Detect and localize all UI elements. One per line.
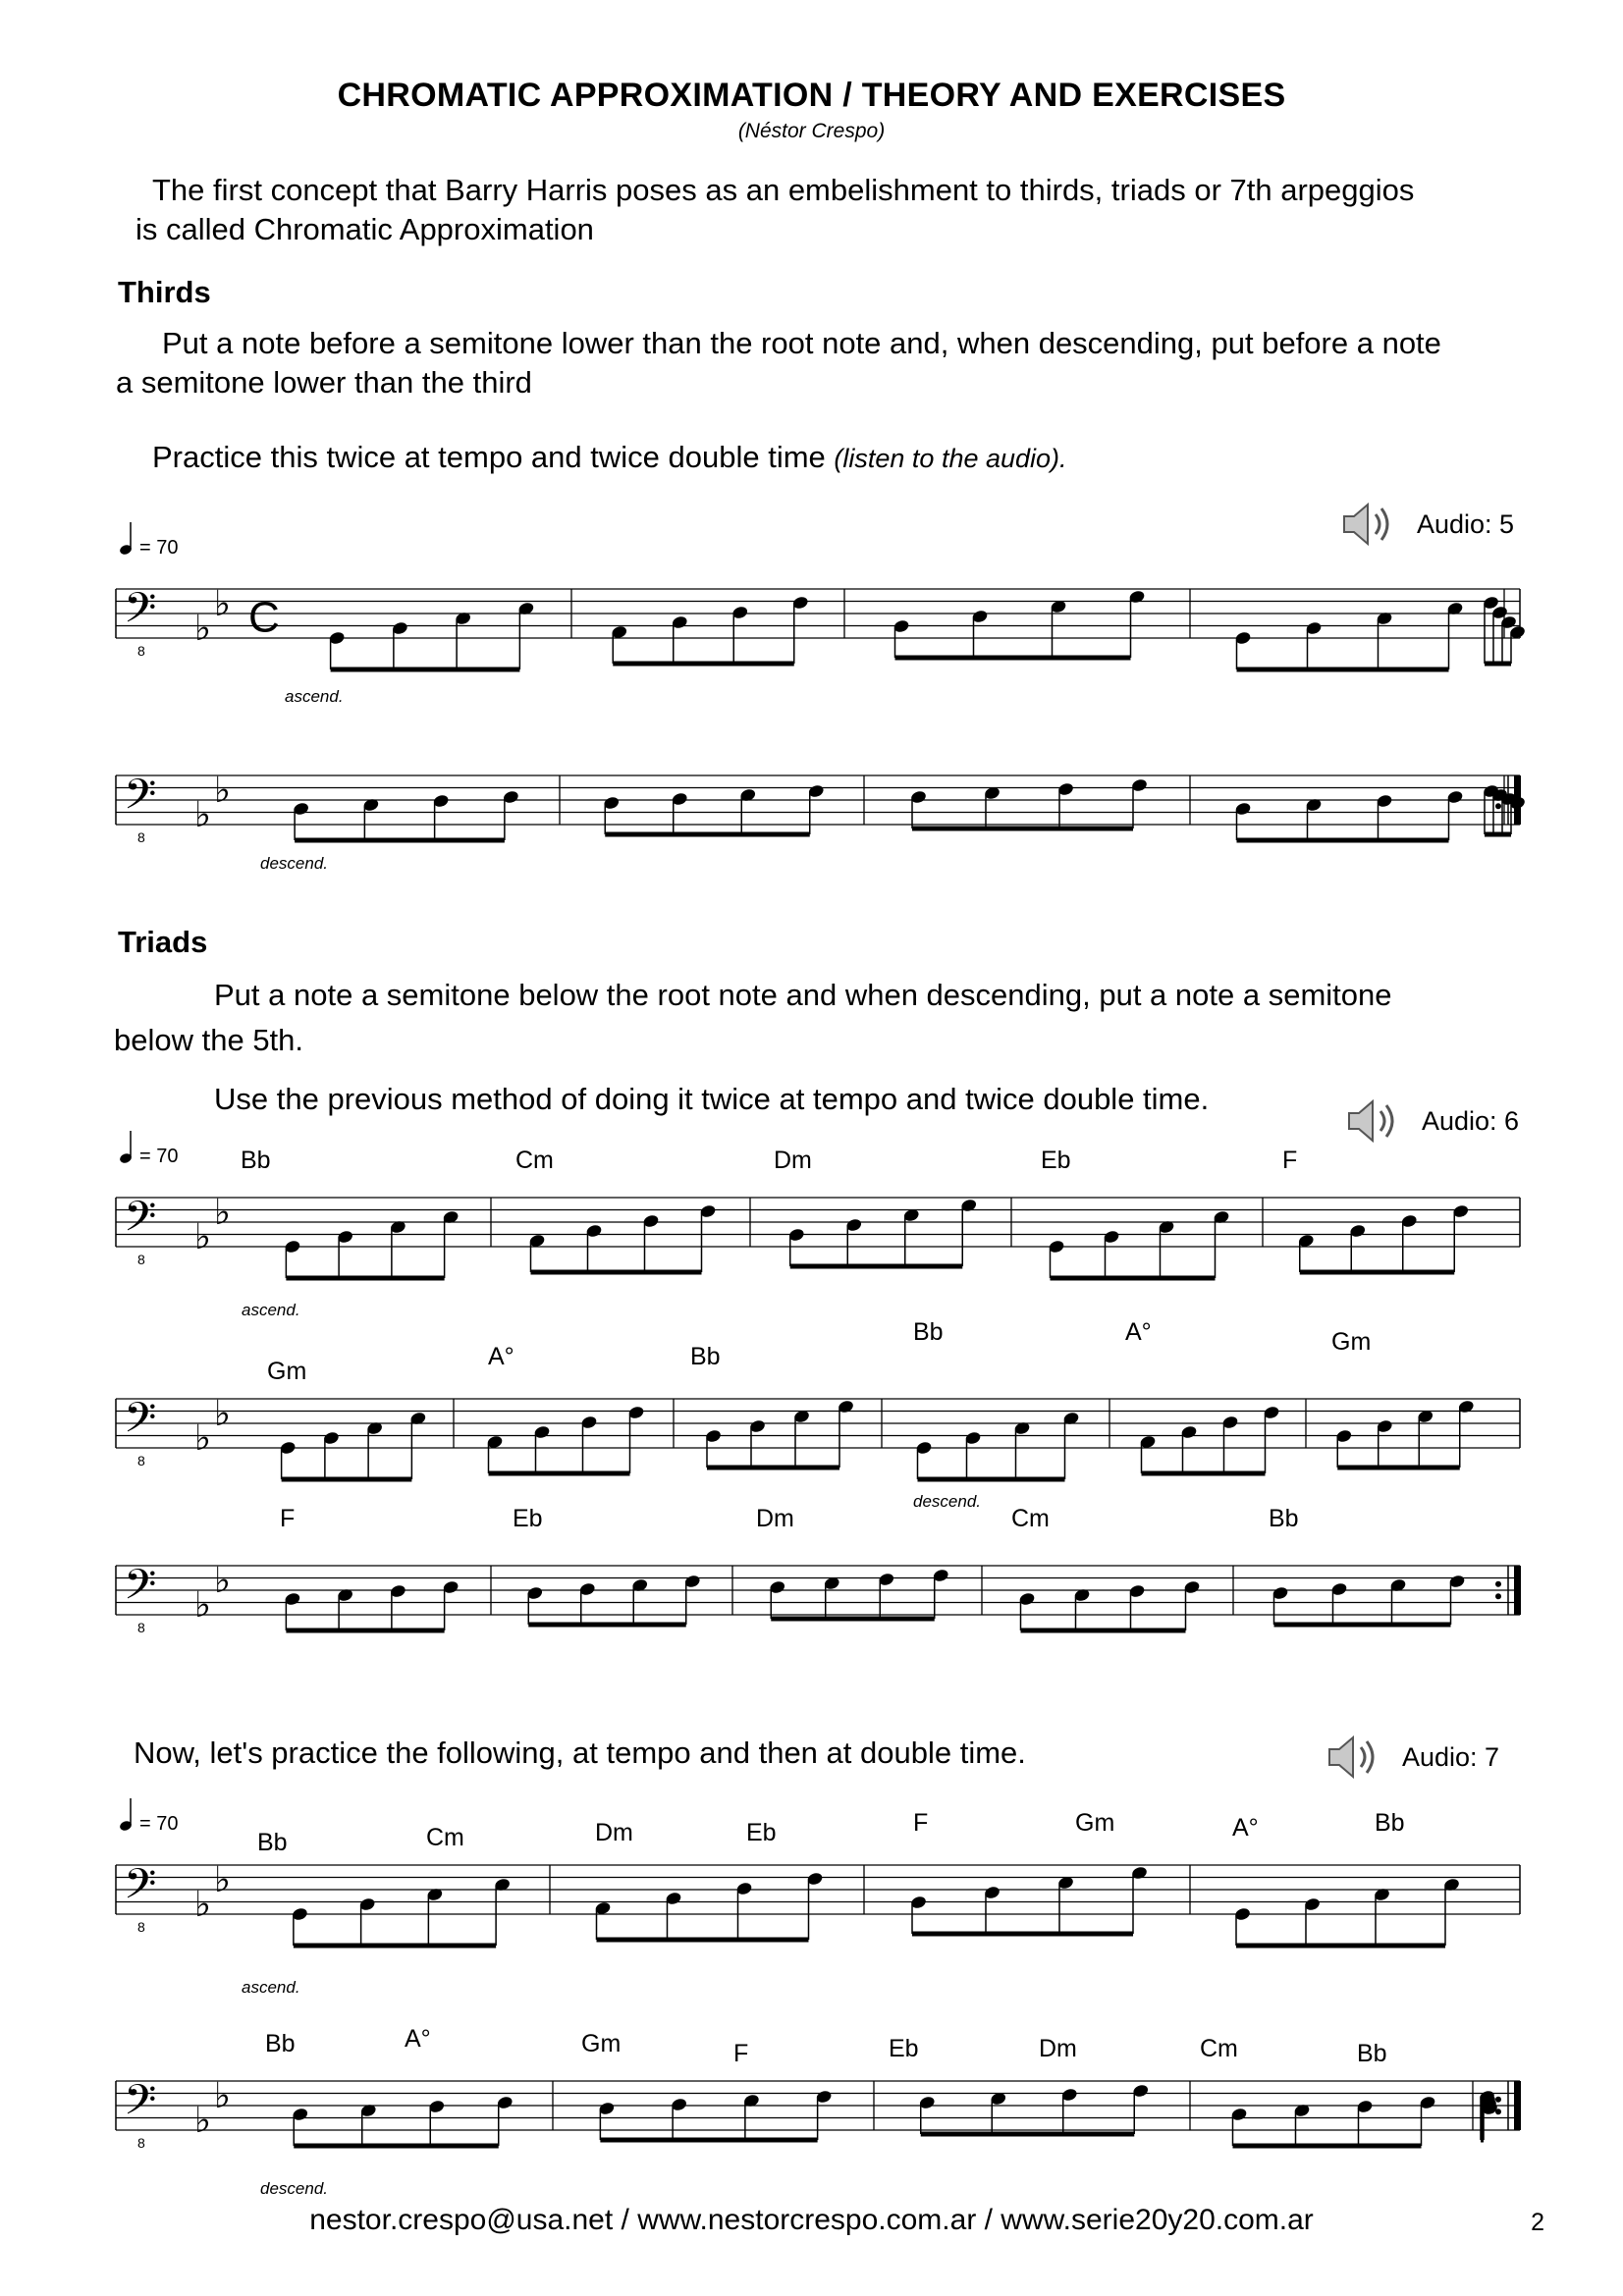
bass-clef-icon: 𝄢 — [124, 585, 157, 642]
chord-symbol: Gm — [1075, 1809, 1115, 1837]
staff-sevenths-descend — [0, 2002, 1623, 2199]
bass-clef-icon: 𝄢 — [124, 1861, 157, 1918]
chord-symbol: A° — [405, 2025, 431, 2053]
intro-line-2: is called Chromatic Approximation — [135, 212, 594, 246]
page-title: CHROMATIC APPROXIMATION / THEORY AND EXERCISES — [337, 77, 1286, 114]
octave-mark: 8 — [137, 2135, 145, 2151]
flat-sign: ♭ — [214, 1560, 231, 1600]
staff-triads-descend-1 — [0, 1320, 1623, 1517]
octave-mark: 8 — [137, 829, 145, 845]
bass-clef-icon: 𝄢 — [124, 1562, 157, 1619]
direction-marking: ascend. — [285, 687, 344, 706]
chord-symbol: Dm — [595, 1819, 633, 1846]
triads-line-2: below the 5th. — [114, 1023, 304, 1057]
speaker-icon — [1325, 1734, 1384, 1781]
flat-sign: ♭ — [194, 1216, 211, 1256]
staff-thirds-ascend — [0, 530, 1623, 726]
octave-mark: 8 — [137, 1453, 145, 1468]
bass-clef-icon: 𝄢 — [124, 772, 157, 828]
chord-symbol: A° — [1125, 1318, 1152, 1346]
direction-marking: descend. — [260, 854, 328, 873]
chord-symbol: Bb — [265, 2030, 296, 2057]
flat-sign: ♭ — [194, 1584, 211, 1625]
flat-sign: ♭ — [214, 770, 231, 810]
footer-contact: nestor.crespo@usa.net / www.nestorcrespo.com.ar / www.serie20y20.com.ar — [309, 2204, 1314, 2236]
thirds-practice-text: Practice this twice at tempo and twice double time — [152, 440, 826, 474]
chord-symbol: Dm — [1039, 2035, 1077, 2062]
thirds-line-1: Put a note before a semitone lower than the root note and, when descending, put before a note — [162, 326, 1441, 360]
flat-sign: ♭ — [214, 583, 231, 623]
chord-symbol: Cm — [515, 1147, 554, 1174]
bass-clef-icon: 𝄢 — [124, 1194, 157, 1251]
audio-7-control[interactable] — [1325, 1734, 1499, 1781]
flat-sign: ♭ — [194, 794, 211, 834]
chord-symbol: A° — [1232, 1814, 1259, 1842]
octave-mark: 8 — [137, 1252, 145, 1267]
direction-marking: ascend. — [242, 1301, 300, 1319]
chord-symbol: F — [913, 1809, 929, 1837]
page-number: 2 — [1531, 2209, 1544, 2236]
chord-symbol: A° — [488, 1343, 514, 1370]
chord-symbol: F — [280, 1505, 296, 1532]
chord-symbol: Gm — [1331, 1328, 1372, 1356]
chord-symbol: Cm — [1200, 2035, 1238, 2062]
chord-symbol: Gm — [581, 2030, 622, 2057]
chord-symbol: Bb — [257, 1829, 288, 1856]
flat-sign: ♭ — [194, 1417, 211, 1458]
direction-marking: ascend. — [242, 1978, 300, 1997]
chord-symbol: Eb — [746, 1819, 777, 1846]
chord-symbol: Bb — [1357, 2040, 1387, 2067]
chord-symbol: Dm — [756, 1505, 794, 1532]
tempo-mark: = 70 — [139, 1146, 179, 1167]
audio-label: Audio: 6 — [1422, 1105, 1520, 1136]
flat-sign: ♭ — [194, 1884, 211, 1924]
chord-symbol: Bb — [1269, 1505, 1299, 1532]
flat-sign: ♭ — [194, 608, 211, 648]
seventh-line-1: Now, let's practice the following, at tempo and then at double time. — [134, 1735, 1026, 1770]
chord-symbol: Bb — [1375, 1809, 1405, 1837]
repeat-dot — [1495, 1581, 1501, 1587]
thirds-practice — [152, 438, 1067, 478]
direction-marking: descend. — [913, 1492, 981, 1511]
author: (Néstor Crespo) — [737, 120, 886, 142]
intro-line-1: The first concept that Barry Harris poses as an embelishment to thirds, triads or 7th arpeggios — [152, 173, 1415, 207]
bass-clef-icon: 𝄢 — [124, 2077, 157, 2134]
flat-sign: ♭ — [194, 2100, 211, 2140]
flat-sign: ♭ — [214, 2075, 231, 2115]
staff-sevenths-ascend — [0, 1787, 1623, 2002]
chord-symbol: Bb — [241, 1147, 271, 1174]
triads-line-1: Put a note a semitone below the root note and when descending, put a note a semitone — [214, 978, 1392, 1012]
chord-symbol: Eb — [1041, 1147, 1071, 1174]
chord-symbol: Cm — [426, 1824, 464, 1851]
repeat-bar-thick — [1514, 1566, 1521, 1615]
repeat-dot — [1495, 2097, 1501, 2103]
thirds-heading: Thirds — [118, 275, 211, 309]
octave-mark: 8 — [137, 1919, 145, 1935]
chord-symbol: Bb — [913, 1318, 944, 1346]
thirds-line-2: a semitone lower than the third — [116, 365, 532, 400]
octave-mark: 8 — [137, 643, 145, 659]
flat-sign: ♭ — [214, 1192, 231, 1232]
repeat-dot — [1495, 803, 1501, 809]
thirds-practice-note: (listen to the audio). — [834, 444, 1067, 473]
tempo-mark: = 70 — [139, 537, 179, 559]
triads-heading: Triads — [118, 925, 208, 959]
chord-symbol: Cm — [1011, 1505, 1050, 1532]
staff-triads-descend-2 — [0, 1505, 1623, 1683]
time-signature: C — [248, 593, 280, 642]
repeat-dot — [1495, 1593, 1501, 1599]
staff-thirds-descend — [0, 746, 1623, 893]
tempo-mark: = 70 — [139, 1813, 179, 1835]
repeat-bar-thick — [1514, 2081, 1521, 2130]
triads-line-3: Use the previous method of doing it twice at tempo and twice double time. — [214, 1082, 1210, 1116]
audio-label: Audio: 5 — [1417, 508, 1515, 539]
chord-symbol: Dm — [774, 1147, 812, 1174]
flat-sign: ♭ — [214, 1859, 231, 1899]
direction-marking: descend. — [260, 2179, 328, 2198]
chord-symbol: Bb — [690, 1343, 721, 1370]
flat-sign: ♭ — [214, 1393, 231, 1433]
chord-symbol: Gm — [267, 1358, 307, 1385]
chord-symbol: F — [733, 2040, 749, 2067]
staff-triads-ascend — [0, 1129, 1623, 1335]
audio-label: Audio: 7 — [1402, 1741, 1500, 1772]
bass-clef-icon: 𝄢 — [124, 1395, 157, 1452]
octave-mark: 8 — [137, 1620, 145, 1635]
chord-symbol: F — [1282, 1147, 1298, 1174]
chord-symbol: Eb — [513, 1505, 543, 1532]
chord-symbol: Eb — [889, 2035, 919, 2062]
